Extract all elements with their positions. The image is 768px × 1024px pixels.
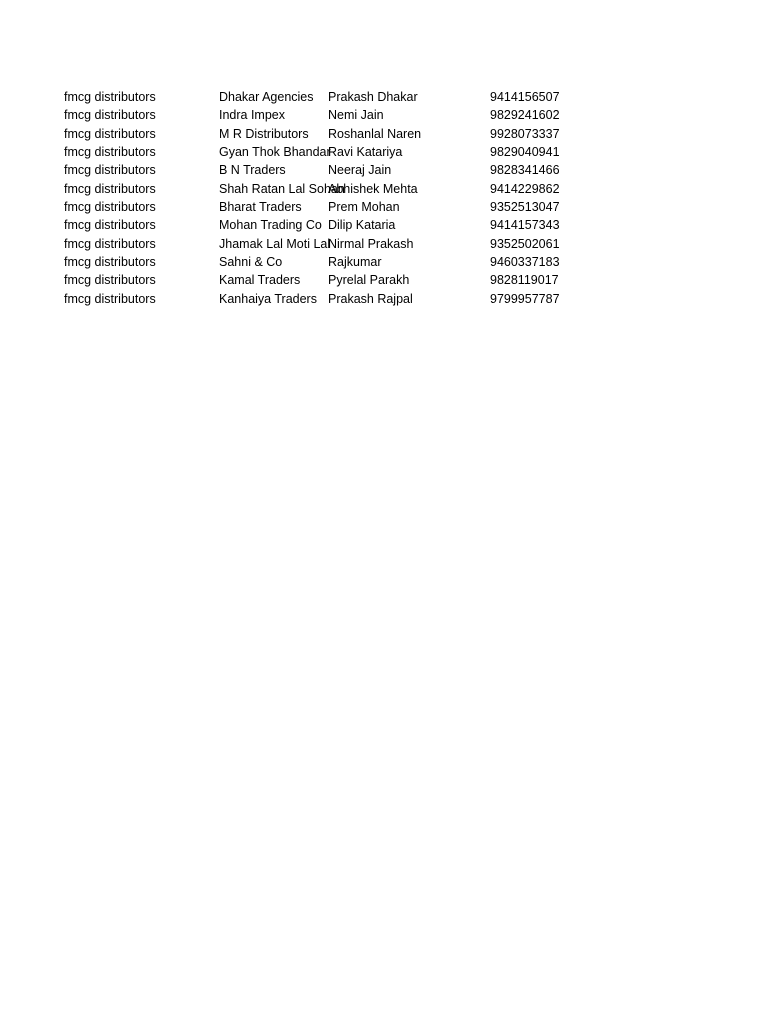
table-row xyxy=(64,290,584,308)
table-row xyxy=(64,180,584,198)
firm-name-cell: B N Traders xyxy=(219,163,286,178)
category-cell: fmcg distributors xyxy=(64,291,156,306)
category-cell: fmcg distributors xyxy=(64,181,156,196)
phone-cell: 9829040941 xyxy=(490,145,560,160)
firm-name-cell: M R Distributors xyxy=(219,126,309,141)
contact-name-cell: Nirmal Prakash xyxy=(328,236,414,251)
table-row xyxy=(64,161,584,179)
firm-name-cell: Shah Ratan Lal Sohan xyxy=(219,181,345,196)
table-row xyxy=(64,198,584,216)
contact-name-cell: Abhishek Mehta xyxy=(328,181,418,196)
category-cell: fmcg distributors xyxy=(64,126,156,141)
contact-name-cell: Pyrelal Parakh xyxy=(328,273,410,288)
contact-name-cell: Dilip Kataria xyxy=(328,218,396,233)
firm-name-cell: Kanhaiya Traders xyxy=(219,291,317,306)
category-cell: fmcg distributors xyxy=(64,145,156,160)
table-row xyxy=(64,271,584,289)
contact-name-cell: Roshanlal Naren xyxy=(328,126,422,141)
phone-cell: 9828119017 xyxy=(490,273,559,288)
phone-cell: 9828341466 xyxy=(490,163,560,178)
phone-cell: 9460337183 xyxy=(490,255,560,270)
contact-name-cell: Prakash Rajpal xyxy=(328,291,413,306)
table-row xyxy=(64,253,584,271)
firm-name-cell: Bharat Traders xyxy=(219,200,302,215)
firm-name-cell: Sahni & Co xyxy=(219,255,283,270)
firm-name-cell: Gyan Thok Bhandar xyxy=(219,145,331,160)
category-cell: fmcg distributors xyxy=(64,200,156,215)
category-cell: fmcg distributors xyxy=(64,90,156,104)
phone-cell: 9352502061 xyxy=(490,236,560,251)
firm-name-cell: Kamal Traders xyxy=(219,273,301,288)
phone-cell: 9414229862 xyxy=(490,181,560,196)
contact-name-cell: Prem Mohan xyxy=(328,200,400,215)
contact-name-cell: Nemi Jain xyxy=(328,108,384,123)
table-row xyxy=(64,106,584,124)
category-cell: fmcg distributors xyxy=(64,218,156,233)
category-cell: fmcg distributors xyxy=(64,163,156,178)
table-row xyxy=(64,88,584,106)
table-row xyxy=(64,216,584,234)
phone-cell: 9352513047 xyxy=(490,200,560,215)
firm-name-cell: Jhamak Lal Moti Lal xyxy=(219,236,331,251)
contact-name-cell: Rajkumar xyxy=(328,255,382,270)
firm-name-cell: Mohan Trading Co xyxy=(219,218,322,233)
category-cell: fmcg distributors xyxy=(64,108,156,123)
category-cell: fmcg distributors xyxy=(64,273,156,288)
table-row xyxy=(64,125,584,143)
contact-name-cell: Prakash Dhakar xyxy=(328,90,418,104)
table-row xyxy=(64,143,584,161)
phone-cell: 9414157343 xyxy=(490,218,560,233)
firm-name-cell: Dhakar Agencies xyxy=(219,90,314,104)
contact-name-cell: Neeraj Jain xyxy=(328,163,392,178)
category-cell: fmcg distributors xyxy=(64,255,156,270)
table-row xyxy=(64,235,584,253)
firm-name-cell: Indra Impex xyxy=(219,108,286,123)
phone-cell: 9928073337 xyxy=(490,126,560,141)
category-cell: fmcg distributors xyxy=(64,236,156,251)
phone-cell: 9414156507 xyxy=(490,90,560,104)
phone-cell: 9829241602 xyxy=(490,108,560,123)
phone-cell: 9799957787 xyxy=(490,291,560,306)
contact-name-cell: Ravi Katariya xyxy=(328,145,403,160)
distributor-table xyxy=(64,88,584,308)
